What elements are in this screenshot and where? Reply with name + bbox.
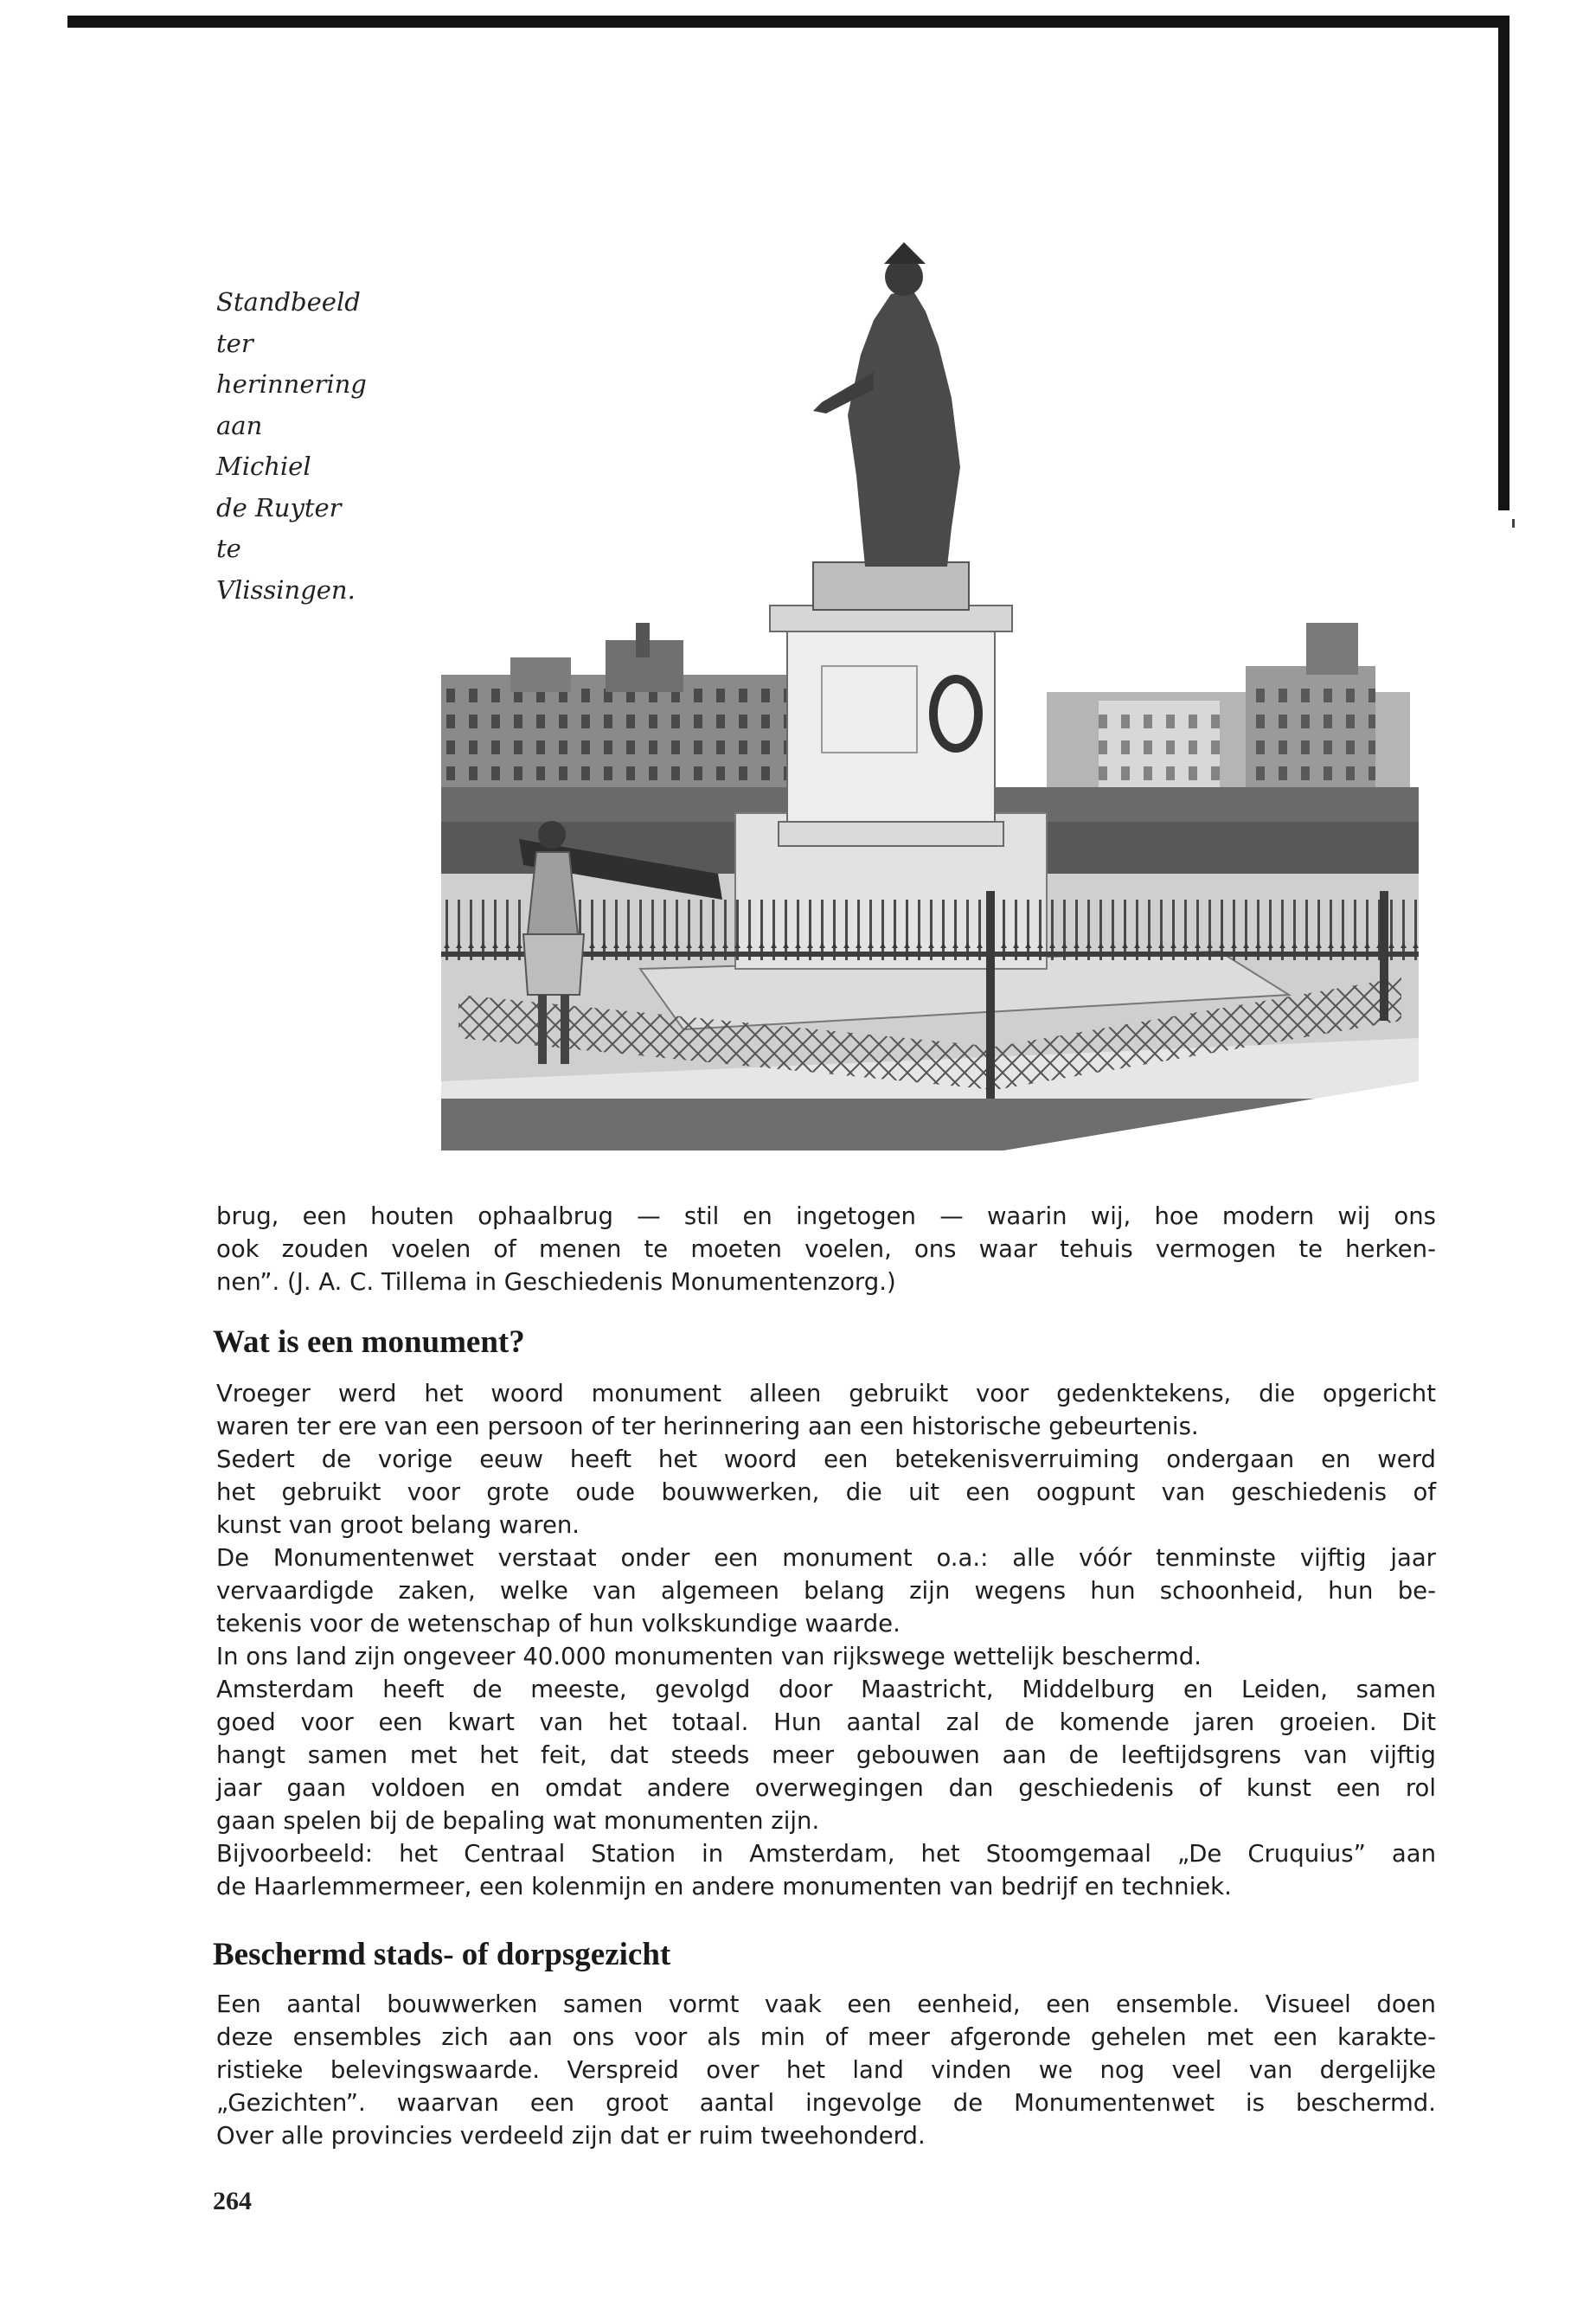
section-heading: Wat is een monument?: [213, 1324, 525, 1360]
caption-line: de Ruyter: [216, 492, 342, 522]
intro-paragraph: [216, 1200, 1436, 1298]
text-line: gaan spelen bij de bepaling wat monumenten zijn.: [216, 1807, 820, 1835]
caption-line: Standbeeld: [216, 287, 361, 317]
text-line: Sedert de vorige eeuw heeft het woord een betekenisverruiming ondergaan en werd: [216, 1445, 1436, 1473]
text-line: het gebruikt voor grote oude bouwwerken, die uit een oogpunt van geschiedenis of: [216, 1478, 1436, 1506]
caption-line: Vlissingen.: [216, 574, 356, 605]
page-border-right: [1498, 16, 1509, 510]
caption-line: te: [216, 534, 241, 563]
text-line: Amsterdam heeft de meeste, gevolgd door Maastricht, Middelburg en Leiden, samen: [216, 1676, 1436, 1703]
text-line: deze ensembles zich aan ons voor als min of meer afgeronde gehelen met een karakte-: [216, 2023, 1436, 2051]
text-line: „Gezichten”. waarvan een groot aantal ingevolge de Monumentenwet is beschermd.: [216, 2089, 1436, 2117]
text-line: goed voor een kwart van het totaal. Hun aantal zal de komende jaren groeien. Dit: [216, 1708, 1436, 1736]
text-line: de Haarlemmermeer, een kolenmijn en andere monumenten van bedrijf en techniek.: [216, 1873, 1232, 1900]
text-line: Bijvoorbeeld: het Centraal Station in Amsterdam, het Stoomgemaal „De Cruquius” aan: [216, 1840, 1436, 1868]
text-line: Vroeger werd het woord monument alleen gebruikt voor gedenktekens, die opgericht: [216, 1380, 1436, 1407]
text-line: kunst van groot belang waren.: [216, 1511, 580, 1539]
caption-line: ter: [216, 328, 253, 358]
text-line: waren ter ere van een persoon of ter herinnering aan een historische gebeurtenis.: [216, 1413, 1199, 1440]
page-border-mark: [1512, 519, 1515, 528]
text-line: tekenis voor de wetenschap of hun volkskundige waarde.: [216, 1610, 901, 1638]
page-number: 264: [213, 2187, 252, 2215]
text-line: hangt samen met het feit, dat steeds meer gebouwen aan de leeftijdsgrens van vijftig: [216, 1741, 1436, 1769]
caption-line: herinnering: [216, 369, 367, 399]
section-body: [216, 1988, 1436, 2152]
text-line: jaar gaan voldoen en omdat andere overwegingen dan geschiedenis of kunst een rol: [216, 1774, 1436, 1802]
section-heading: Beschermd stads- of dorpsgezicht: [213, 1937, 671, 1972]
caption-line: Michiel: [216, 452, 311, 481]
text-line: nen”. (J. A. C. Tillema in Geschiedenis Monumentenzorg.): [216, 1268, 896, 1296]
text-line: Een aantal bouwwerken samen vormt vaak een eenheid, een ensemble. Visueel doen: [216, 1990, 1436, 2018]
section-body: [216, 1377, 1436, 1903]
text-line: In ons land zijn ongeveer 40.000 monumenten van rijkswege wettelijk beschermd.: [216, 1643, 1202, 1670]
text-line: vervaardigde zaken, welke van algemeen belang zijn wegens hun schoonheid, hun be-: [216, 1577, 1436, 1605]
text-line: Over alle provincies verdeeld zijn dat er ruim tweehonderd.: [216, 2122, 926, 2150]
text-line: brug, een houten ophaalbrug — stil en ingetogen — waarin wij, hoe modern wij ons: [216, 1202, 1436, 1230]
page-border-top: [67, 16, 1509, 28]
caption-line: aan: [216, 410, 263, 440]
text-line: ristieke belevingswaarde. Verspreid over het land vinden we nog veel van dergelijke: [216, 2056, 1436, 2084]
statue-photo: [441, 216, 1419, 1150]
photo-caption: [216, 282, 415, 611]
text-line: ook zouden voelen of menen te moeten voelen, ons waar tehuis vermogen te herken-: [216, 1235, 1436, 1263]
text-line: De Monumentenwet verstaat onder een monument o.a.: alle vóór tenminste vijftig jaar: [216, 1544, 1436, 1572]
